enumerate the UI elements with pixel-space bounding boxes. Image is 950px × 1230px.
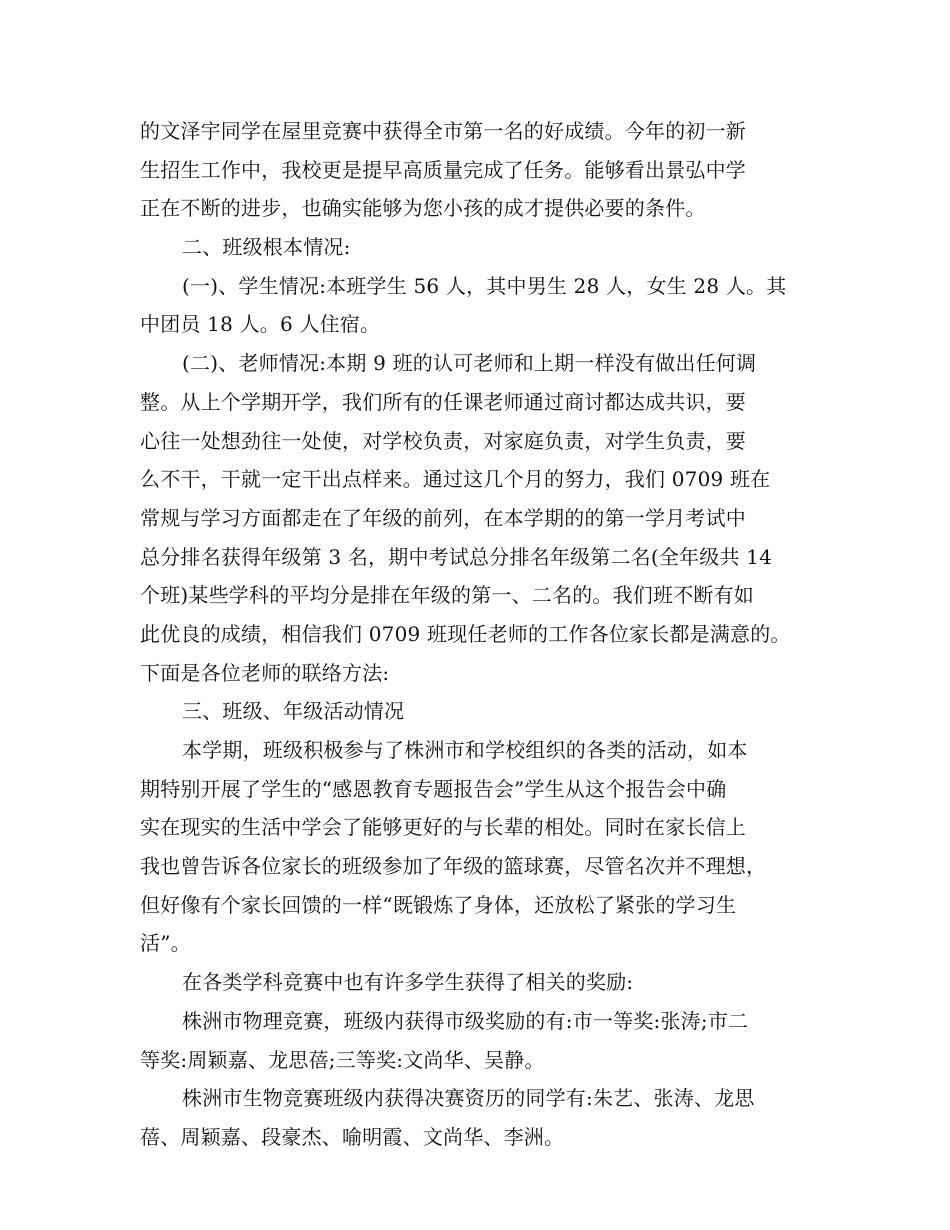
text-line: 中团员 18 人。6 人住宿。 xyxy=(140,312,381,337)
text-line: 正在不断的进步，也确实能够为您小孩的成才提供必要的条件。 xyxy=(140,196,706,221)
text-line: 常规与学习方面都走在了年级的前列，在本学期的的第一学月考试中 xyxy=(140,505,746,530)
text-line: 期特别开展了学生的“感恩教育专题报告会”学生从这个报告会中确 xyxy=(140,776,727,801)
text-line: 在各类学科竞赛中也有许多学生获得了相关的奖励: xyxy=(182,970,634,995)
text-line: 生招生工作中，我校更是提早高质量完成了任务。能够看出景弘中学 xyxy=(140,157,746,182)
document-page xyxy=(140,112,830,1157)
text-line: 本学期，班级积极参与了株洲市和学校组织的各类的活动，如本 xyxy=(182,738,748,762)
text-line: 么不干，干就一定干出点样来。通过这几个月的努力，我们 0709 班在 xyxy=(140,467,771,492)
text-line: 此优良的成绩，相信我们 0709 班现任老师的工作各位家长都是满意的。 xyxy=(140,621,791,646)
text-line: 等奖:周颖嘉、龙思蓓;三等奖:文尚华、吴静。 xyxy=(140,1047,545,1072)
text-line: 蓓、周颖嘉、段豪杰、喻明霞、文尚华、李洲。 xyxy=(140,1124,565,1149)
text-line: 株洲市生物竞赛班级内获得决赛资历的同学有:朱艺、张涛、龙思 xyxy=(182,1086,755,1111)
text-line: 个班)某些学科的平均分是排在年级的第一、二名的。我们班不断有如 xyxy=(140,583,755,608)
text-line: 活”。 xyxy=(140,931,191,956)
text-line: 总分排名获得年级第 3 名，期中考试总分排名年级第二名(全年级共 14 xyxy=(140,544,773,569)
text-line: 实在现实的生活中学会了能够更好的与长辈的相处。同时在家长信上 xyxy=(140,815,746,840)
text-line: 但好像有个家长回馈的一样“既锻炼了身体，还放松了紧张的学习生 xyxy=(140,892,737,917)
text-line: 株洲市物理竞赛，班级内获得市级奖励的有:市一等奖:张涛;市二 xyxy=(182,1008,749,1033)
section-heading: 二、班级根本情况: xyxy=(182,235,351,260)
text-line: (二)、老师情况:本期 9 班的认可老师和上期一样没有做出任何调 xyxy=(182,351,757,376)
text-line: 的文泽宇同学在屋里竞赛中获得全市第一名的好成绩。今年的初一新 xyxy=(140,119,746,143)
text-line: 下面是各位老师的联络方法: xyxy=(140,660,390,685)
text-line: 心往一处想劲往一处使，对学校负责，对家庭负责，对学生负责，要 xyxy=(140,428,746,453)
text-line: (一)、学生情况:本班学生 56 人，其中男生 28 人，女生 28 人。其 xyxy=(182,273,787,298)
section-heading: 三、班级、年级活动情况 xyxy=(182,699,405,724)
text-line: 整。从上个学期开学，我们所有的任课老师通过商讨都达成共识，要 xyxy=(140,389,746,414)
text-line: 我也曾告诉各位家长的班级参加了年级的篮球赛，尽管名次并不理想， xyxy=(140,854,767,879)
